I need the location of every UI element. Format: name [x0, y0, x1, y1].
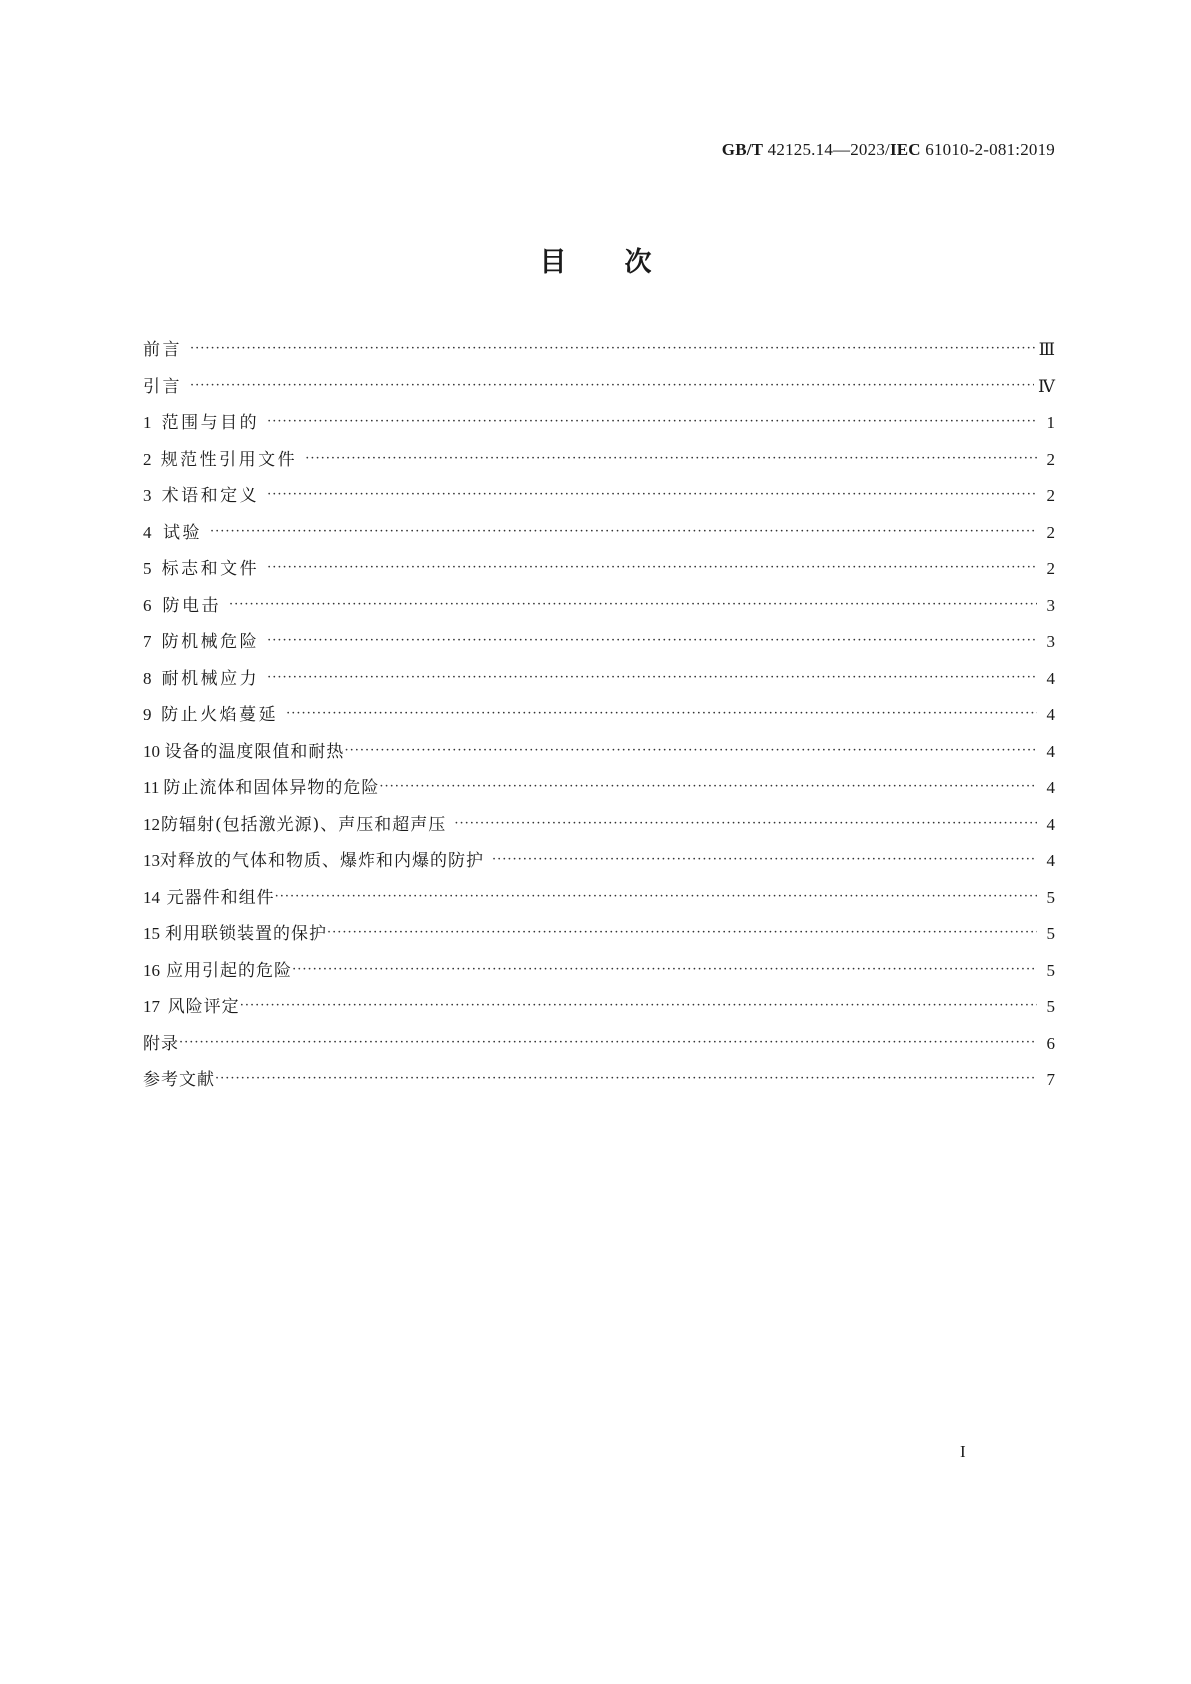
toc-entry-label: 范围与目的: [161, 413, 260, 433]
toc-entry-section-2[interactable]: [143, 450, 1055, 487]
toc-leader-dots: [267, 631, 1037, 651]
toc-entry-section-3[interactable]: [143, 486, 1055, 523]
toc-entry-label: 术语和定义: [161, 486, 260, 506]
toc-section-number: 10: [143, 741, 160, 761]
toc-page-number: 2: [1046, 522, 1055, 542]
toc-leader-dots: [267, 558, 1037, 578]
toc-section-number: 6: [143, 595, 152, 615]
toc-page-number: 3: [1046, 595, 1055, 615]
toc-section-number: 17: [143, 997, 160, 1016]
toc-entry-section-12[interactable]: [143, 815, 1055, 852]
toc-page-number: Ⅲ: [1038, 340, 1055, 359]
toc-leader-dots: [190, 339, 1035, 359]
toc-leader-dots: [215, 1069, 1037, 1089]
document-code-header: [722, 140, 1055, 160]
toc-entry-section-5[interactable]: [143, 559, 1055, 596]
toc-section-number: 11: [143, 778, 160, 797]
toc-entry-label: 耐机械应力: [161, 668, 260, 689]
toc-section-number: 9: [143, 705, 152, 724]
toc-entry-label: 应用引起的危险: [166, 960, 293, 981]
toc-section-number: 1: [143, 413, 152, 432]
toc-section-number: 2: [143, 449, 152, 469]
toc-entry-label: 附录: [143, 1033, 179, 1054]
toc-entry-section-7[interactable]: [143, 632, 1055, 669]
toc-entry-section-4[interactable]: [143, 523, 1055, 560]
toc-section-number: 4: [143, 522, 152, 542]
toc-leader-dots: [179, 1033, 1037, 1053]
toc-page-number: 5: [1046, 960, 1055, 980]
toc-leader-dots: [275, 887, 1037, 907]
toc-section-number: 8: [143, 668, 152, 688]
toc-page-number: 5: [1046, 887, 1055, 907]
toc-leader-dots: [267, 412, 1037, 432]
toc-leader-dots: [492, 850, 1037, 870]
toc-page-number: 4: [1046, 705, 1055, 724]
toc-page-number: 2: [1046, 559, 1055, 578]
toc-entry-label: 对释放的气体和物质、爆炸和内爆的防护: [160, 851, 484, 871]
toc-leader-dots: [267, 668, 1037, 688]
toc-leader-dots: [305, 449, 1037, 469]
toc-page-number: 2: [1046, 449, 1055, 469]
toc-entry-bibliography[interactable]: [143, 1070, 1055, 1107]
toc-leader-dots: [210, 522, 1037, 542]
toc-entry-label: 规范性引用文件: [160, 449, 298, 470]
toc-page-number: 4: [1046, 814, 1055, 834]
toc-entry-section-6[interactable]: [143, 596, 1055, 633]
toc-entry-preface[interactable]: [143, 340, 1055, 377]
toc-section-number: 3: [143, 486, 152, 505]
toc-leader-dots: [267, 485, 1037, 505]
toc-entry-label: 标志和文件: [161, 559, 260, 579]
toc-entry-section-10[interactable]: [143, 742, 1055, 779]
toc-leader-dots: [344, 741, 1037, 761]
standard-prefix: GB/T: [721, 140, 764, 159]
toc-entry-label: 防电击: [162, 595, 222, 616]
toc-entry-label: 防辐射(包括激光源)、声压和超声压: [161, 814, 447, 835]
toc-entry-introduction[interactable]: [143, 377, 1055, 414]
toc-entry-section-11[interactable]: [143, 778, 1055, 815]
toc-leader-dots: [286, 704, 1037, 724]
toc-entry-section-17[interactable]: [143, 997, 1055, 1034]
toc-entry-label: 设备的温度限值和耐热: [164, 741, 345, 762]
toc-page-number: 4: [1046, 741, 1055, 761]
toc-entry-label: 元器件和组件: [166, 887, 275, 908]
toc-page-number: 1: [1046, 413, 1055, 432]
toc-page-number: 7: [1046, 1070, 1055, 1089]
toc-entry-label: 参考文献: [143, 1070, 215, 1090]
toc-page-number: 2: [1046, 486, 1055, 505]
toc-entry-label: 风险评定: [167, 997, 240, 1017]
page-title: 目次: [539, 247, 710, 278]
toc-entry-annex[interactable]: [143, 1034, 1055, 1071]
toc-page-number: Ⅳ: [1038, 376, 1055, 396]
toc-section-number: 13: [143, 851, 160, 870]
toc-entry-section-9[interactable]: [143, 705, 1055, 742]
toc-leader-dots: [292, 960, 1037, 980]
toc-section-number: 5: [143, 559, 152, 578]
toc-leader-dots: [379, 777, 1037, 797]
toc-section-number: 15: [143, 924, 160, 943]
toc-entry-section-14[interactable]: [143, 888, 1055, 925]
toc-leader-dots: [229, 595, 1037, 615]
iec-prefix: IEC: [889, 140, 921, 159]
toc-leader-dots: [327, 923, 1037, 943]
toc-entry-section-1[interactable]: [143, 413, 1055, 450]
standard-number: 42125.14—2023/: [763, 140, 890, 159]
page-number-footer: I: [960, 1442, 966, 1461]
toc-page-number: 4: [1046, 851, 1055, 870]
table-of-contents: [143, 340, 1055, 1107]
toc-section-number: 12: [143, 814, 160, 834]
toc-entry-label: 防止火焰蔓延: [161, 705, 279, 725]
toc-entry-label: 试验: [162, 522, 202, 543]
toc-page-number: 6: [1046, 1033, 1055, 1053]
toc-entry-section-15[interactable]: [143, 924, 1055, 961]
iec-number: 61010-2-081:2019: [920, 140, 1055, 159]
toc-section-number: 7: [143, 632, 152, 651]
toc-page-number: 3: [1046, 632, 1055, 651]
toc-page-number: 4: [1046, 668, 1055, 688]
toc-entry-label: 防机械危险: [161, 632, 260, 652]
toc-entry-label: 防止流体和固体异物的危险: [163, 778, 380, 798]
toc-page-number: 5: [1046, 997, 1055, 1016]
toc-entry-label: 利用联锁装置的保护: [164, 924, 327, 944]
toc-leader-dots: [240, 996, 1037, 1016]
toc-page-number: 4: [1046, 778, 1055, 797]
toc-entry-label: 前言: [143, 340, 182, 360]
toc-page-number: 5: [1046, 924, 1055, 943]
toc-leader-dots: [190, 376, 1034, 396]
toc-section-number: 16: [143, 960, 160, 980]
toc-entry-section-8[interactable]: [143, 669, 1055, 706]
toc-section-number: 14: [143, 887, 160, 907]
toc-entry-section-13[interactable]: [143, 851, 1055, 888]
toc-entry-section-16[interactable]: [143, 961, 1055, 998]
toc-entry-label: 引言: [143, 376, 182, 397]
toc-leader-dots: [454, 814, 1037, 834]
